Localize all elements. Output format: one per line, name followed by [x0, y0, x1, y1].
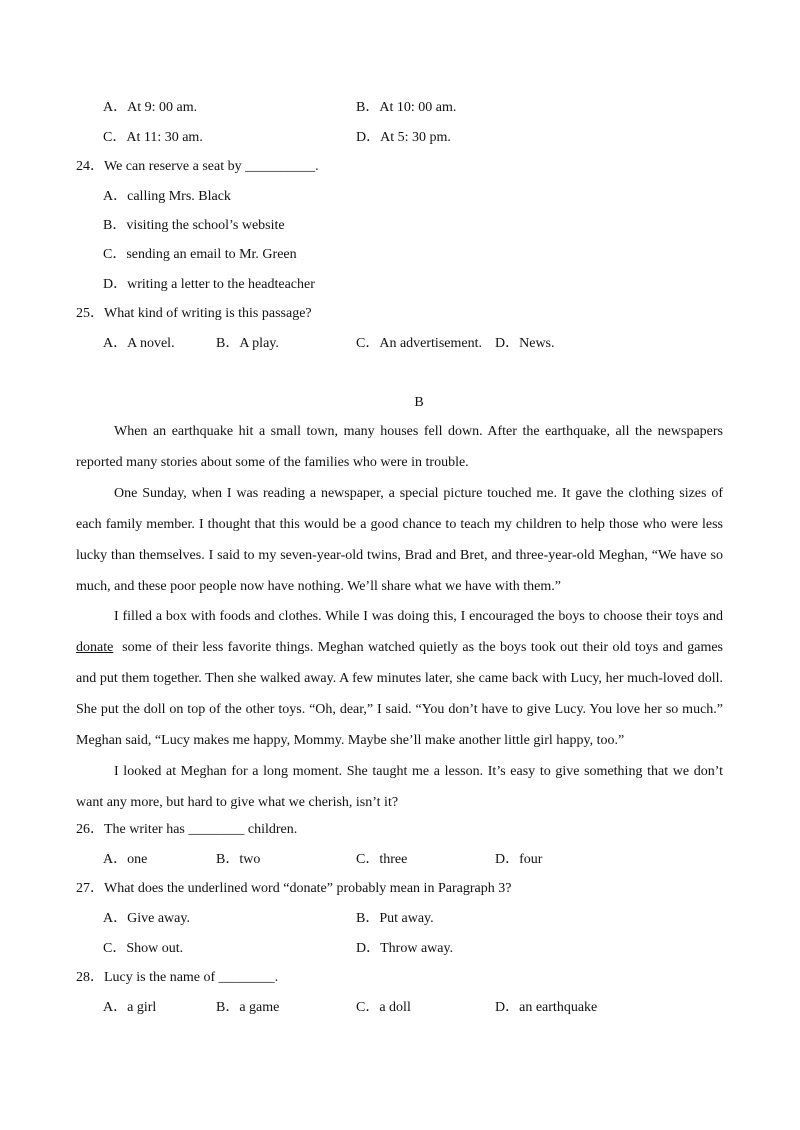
- option-text: visiting the school’s website: [126, 218, 285, 233]
- q26-option-c[interactable]: [356, 851, 407, 869]
- q26-option-b[interactable]: [216, 851, 260, 869]
- option-text: a game: [239, 1000, 280, 1015]
- q28-option-d[interactable]: [495, 999, 597, 1017]
- option-key: C．: [103, 130, 127, 145]
- q24-option-b[interactable]: [103, 217, 285, 235]
- q28-option-a[interactable]: [103, 999, 156, 1017]
- underlined-word: donate: [76, 640, 114, 655]
- q24-option-a[interactable]: [103, 188, 231, 206]
- option-key: A．: [103, 100, 128, 115]
- option-text: an earthquake: [519, 1000, 598, 1015]
- q23-option-b[interactable]: [356, 99, 456, 117]
- option-key: D．: [495, 336, 520, 351]
- option-key: A．: [103, 852, 128, 867]
- option-key: C．: [356, 1000, 380, 1015]
- option-text: two: [239, 852, 261, 867]
- q23-option-d[interactable]: [356, 129, 451, 147]
- option-key: C．: [356, 852, 380, 867]
- q25-option-c[interactable]: [356, 335, 482, 353]
- option-text: a doll: [379, 1000, 411, 1015]
- option-text: four: [519, 852, 543, 867]
- option-key: C．: [103, 247, 127, 262]
- option-key: B．: [103, 218, 127, 233]
- option-key: A．: [103, 336, 128, 351]
- option-key: A．: [103, 189, 128, 204]
- q27-option-c[interactable]: [103, 940, 183, 958]
- option-text: At 10: 00 am.: [379, 100, 457, 115]
- option-key: B．: [216, 336, 240, 351]
- q25-option-a[interactable]: [103, 335, 175, 353]
- q24-option-c[interactable]: [103, 246, 297, 264]
- option-text: writing a letter to the headteacher: [127, 277, 315, 292]
- option-key: D．: [495, 852, 520, 867]
- q27-option-d[interactable]: [356, 940, 453, 958]
- option-text: Give away.: [127, 911, 190, 926]
- option-key: B．: [356, 911, 380, 926]
- option-key: C．: [103, 941, 127, 956]
- option-key: B．: [216, 1000, 240, 1015]
- option-text: At 11: 30 am.: [126, 130, 203, 145]
- q24-option-d[interactable]: [103, 276, 315, 294]
- option-key: B．: [216, 852, 240, 867]
- option-key: A．: [103, 911, 128, 926]
- option-text: calling Mrs. Black: [127, 189, 231, 204]
- option-text: three: [379, 852, 408, 867]
- q23-option-a[interactable]: [103, 99, 197, 117]
- option-key: A．: [103, 1000, 128, 1015]
- option-text: one: [127, 852, 148, 867]
- option-key: B．: [356, 100, 380, 115]
- q26-option-d[interactable]: [495, 851, 542, 869]
- q27-option-a[interactable]: [103, 910, 190, 928]
- option-text: A play.: [239, 336, 279, 351]
- option-text: Show out.: [126, 941, 184, 956]
- section-heading: B: [414, 395, 424, 410]
- option-text: Put away.: [379, 911, 434, 926]
- q25-option-d[interactable]: [495, 335, 555, 353]
- passage-paragraph-1: When an earthquake hit a small town, many houses fell down. After the earthquake, all the newspapers reported many stories about some of the families who were in trouble.: [76, 424, 723, 470]
- option-text: A novel.: [127, 336, 175, 351]
- q26-stem: 26．The writer has ________ children.: [76, 822, 298, 837]
- option-text: At 9: 00 am.: [127, 100, 198, 115]
- q28-option-b[interactable]: [216, 999, 279, 1017]
- q27-stem: 27．What does the underlined word “donate” probably mean in Paragraph 3?: [76, 881, 512, 896]
- option-key: C．: [356, 336, 380, 351]
- q28-option-c[interactable]: [356, 999, 411, 1017]
- option-text: At 5: 30 pm.: [380, 130, 451, 145]
- passage-paragraph-2: One Sunday, when I was reading a newspaper, a special picture touched me. It gave the clothing sizes of each family member. I thought that this would be a good chance to teach my children to help those who were less lucky than themselves. I said to my seven-year-old twins, Brad and Bret, and three-year-old Meghan, “We have so much, and these poor people now have nothing. We’ll share what we have with them.”: [76, 486, 723, 594]
- q28-stem: 28．Lucy is the name of ________.: [76, 970, 279, 985]
- option-text: News.: [519, 336, 555, 351]
- option-key: D．: [103, 277, 128, 292]
- option-text: Throw away.: [380, 941, 454, 956]
- option-key: D．: [356, 130, 381, 145]
- passage-paragraph-4: I looked at Meghan for a long moment. She taught me a lesson. It’s easy to give something that we don’t want any more, but hard to give what we cherish, isn’t it?: [76, 764, 723, 810]
- q26-option-a[interactable]: [103, 851, 147, 869]
- option-key: D．: [356, 941, 381, 956]
- q23-option-c[interactable]: [103, 129, 203, 147]
- option-key: D．: [495, 1000, 520, 1015]
- option-text: a girl: [127, 1000, 157, 1015]
- q25-option-b[interactable]: [216, 335, 279, 353]
- q27-option-b[interactable]: [356, 910, 434, 928]
- passage-paragraph-3: I filled a box with foods and clothes. While I was doing this, I encouraged the boys to choose their toys and donate some of their less favorite things. Meghan watched quietly as the boys took out their old toys and games and put them together. Then she walked away. A few minutes later, she came back with Lucy, her much-loved doll. She put the doll on top of the other toys. “Oh, dear,” I said. “You don’t have to give Lucy. You love her so much.” Meghan said, “Lucy makes me happy, Mommy. Maybe she’ll make another little girl happy, too.”: [76, 609, 723, 748]
- q25-stem: 25．What kind of writing is this passage?: [76, 306, 312, 321]
- option-text: sending an email to Mr. Green: [126, 247, 297, 262]
- q24-stem: 24．We can reserve a seat by __________.: [76, 159, 319, 174]
- option-text: An advertisement.: [379, 336, 482, 351]
